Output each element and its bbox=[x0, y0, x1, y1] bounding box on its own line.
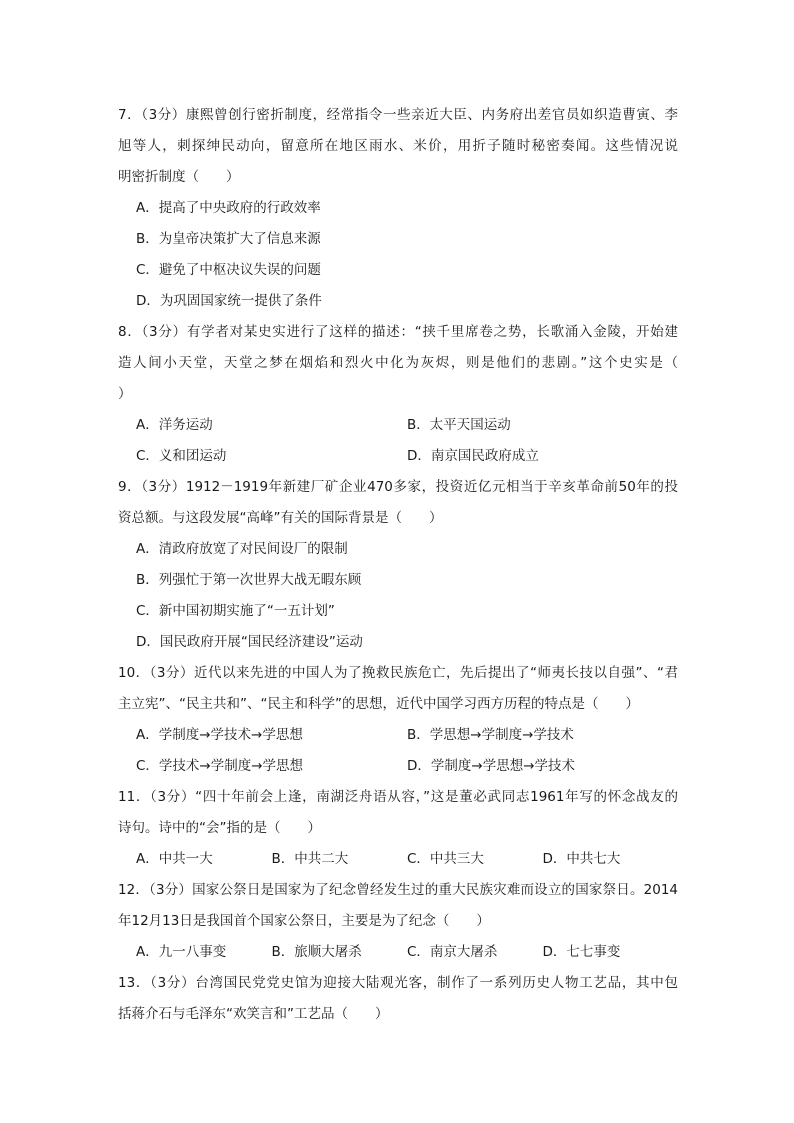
question-stem-line: ） bbox=[118, 386, 132, 402]
question-stem-line: 资总额。与这段发展“高峰”有关的国际背景是（ ） bbox=[118, 510, 443, 526]
option-row bbox=[118, 255, 678, 286]
option-b: B．列强忙于第一次世界大战无暇东顾 bbox=[136, 572, 362, 588]
option-b: B．太平天国运动 bbox=[407, 417, 511, 433]
question-9 bbox=[118, 472, 678, 658]
question-stem-line: 明密折制度（ ） bbox=[118, 169, 240, 185]
option-d: D．为巩固国家统一提供了条件 bbox=[136, 293, 322, 309]
question-stem-line: 8．（3分）有学者对某史实进行了这样的描述：“挟千里席卷之势，长歌涌入金陵，开始建 bbox=[118, 324, 678, 340]
option-row bbox=[118, 193, 678, 224]
option-b: B．为皇帝决策扩大了信息来源 bbox=[136, 231, 321, 247]
question-stem-line: 括蒋介石与毛泽东“欢笑言和”工艺品（ ） bbox=[118, 1006, 389, 1022]
option-d: D．国民政府开展“国民经济建设”运动 bbox=[136, 634, 363, 650]
option-d: D．南京国民政府成立 bbox=[407, 448, 539, 464]
question-stem-line: 旭等人，刺探绅民动向，留意所在地区雨水、米价，用折子随时秘密奏闻。这些情况说 bbox=[118, 138, 678, 154]
question-stem-line: 年12月13日是我国首个国家公祭日，主要是为了纪念（ ） bbox=[118, 913, 490, 929]
option-c: C．避免了中枢决议失误的问题 bbox=[136, 262, 321, 278]
option-row bbox=[118, 410, 678, 441]
option-row bbox=[118, 720, 678, 751]
question-8 bbox=[118, 317, 678, 472]
option-a: A．提高了中央政府的行政效率 bbox=[136, 200, 321, 216]
option-row bbox=[118, 224, 678, 255]
option-row bbox=[118, 596, 678, 627]
option-b: B．学思想→学制度→学技术 bbox=[407, 727, 574, 743]
question-list bbox=[118, 100, 678, 1030]
option-a: A．九一八事变 bbox=[136, 944, 227, 960]
option-c: C．学技术→学制度→学思想 bbox=[136, 758, 304, 774]
option-a: A．中共一大 bbox=[136, 851, 213, 867]
question-stem-line: 12．（3分）国家公祭日是国家为了纪念曾经发生过的重大民族灾难而设立的国家祭日。2014 bbox=[118, 882, 678, 898]
question-13 bbox=[118, 968, 678, 1030]
question-7 bbox=[118, 100, 678, 317]
question-stem-line: 13．（3分）台湾国民党党史馆为迎接大陆观光客，制作了一系列历史人物工艺品，其中包 bbox=[118, 975, 678, 991]
option-row bbox=[118, 844, 678, 875]
option-a: A．洋务运动 bbox=[136, 417, 213, 433]
option-row bbox=[118, 534, 678, 565]
option-row bbox=[118, 751, 678, 782]
option-row bbox=[118, 286, 678, 317]
question-stem-line: 9．（3分）1912－1919年新建厂矿企业470多家，投资近亿元相当于辛亥革命前50年的投 bbox=[118, 479, 678, 495]
question-stem-line: 主立宪”、“民主共和”、“民主和科学”的思想，近代中国学习西方历程的特点是（ ） bbox=[118, 696, 639, 712]
question-10 bbox=[118, 658, 678, 782]
option-d: D．中共七大 bbox=[542, 851, 621, 867]
question-stem-line: 造人间小天堂，天堂之梦在烟焰和烈火中化为灰烬，则是他们的悲剧。”这个史实是（ bbox=[118, 355, 678, 371]
question-11 bbox=[118, 782, 678, 875]
option-row bbox=[118, 627, 678, 658]
option-c: C．新中国初期实施了“一五计划” bbox=[136, 603, 335, 619]
option-a: A．清政府放宽了对民间设厂的限制 bbox=[136, 541, 348, 557]
question-12 bbox=[118, 875, 678, 968]
question-stem-line: 诗句。诗中的“会”指的是（ ） bbox=[118, 820, 321, 836]
question-stem-line: 10．（3分）近代以来先进的中国人为了挽救民族危亡，先后提出了“师夷长技以自强”、“君 bbox=[118, 665, 678, 681]
option-d: D．七七事变 bbox=[542, 944, 621, 960]
option-b: B．中共二大 bbox=[271, 851, 349, 867]
option-row bbox=[118, 937, 678, 968]
option-c: C．中共三大 bbox=[407, 851, 484, 867]
option-c: C．南京大屠杀 bbox=[407, 944, 498, 960]
question-stem-line: 7．（3分）康熙曾创行密折制度，经常指令一些亲近大臣、内务府出差官员如织造曹寅、李 bbox=[118, 107, 678, 123]
option-row bbox=[118, 565, 678, 596]
question-stem-line: 11．（3分）“四十年前会上逢，南湖泛舟语从容，”这是董必武同志1961年写的怀念战友的 bbox=[118, 789, 678, 805]
option-a: A．学制度→学技术→学思想 bbox=[136, 727, 303, 743]
option-d: D．学制度→学思想→学技术 bbox=[407, 758, 576, 774]
option-row bbox=[118, 441, 678, 472]
option-c: C．义和团运动 bbox=[136, 448, 227, 464]
option-b: B．旅顺大屠杀 bbox=[271, 944, 362, 960]
